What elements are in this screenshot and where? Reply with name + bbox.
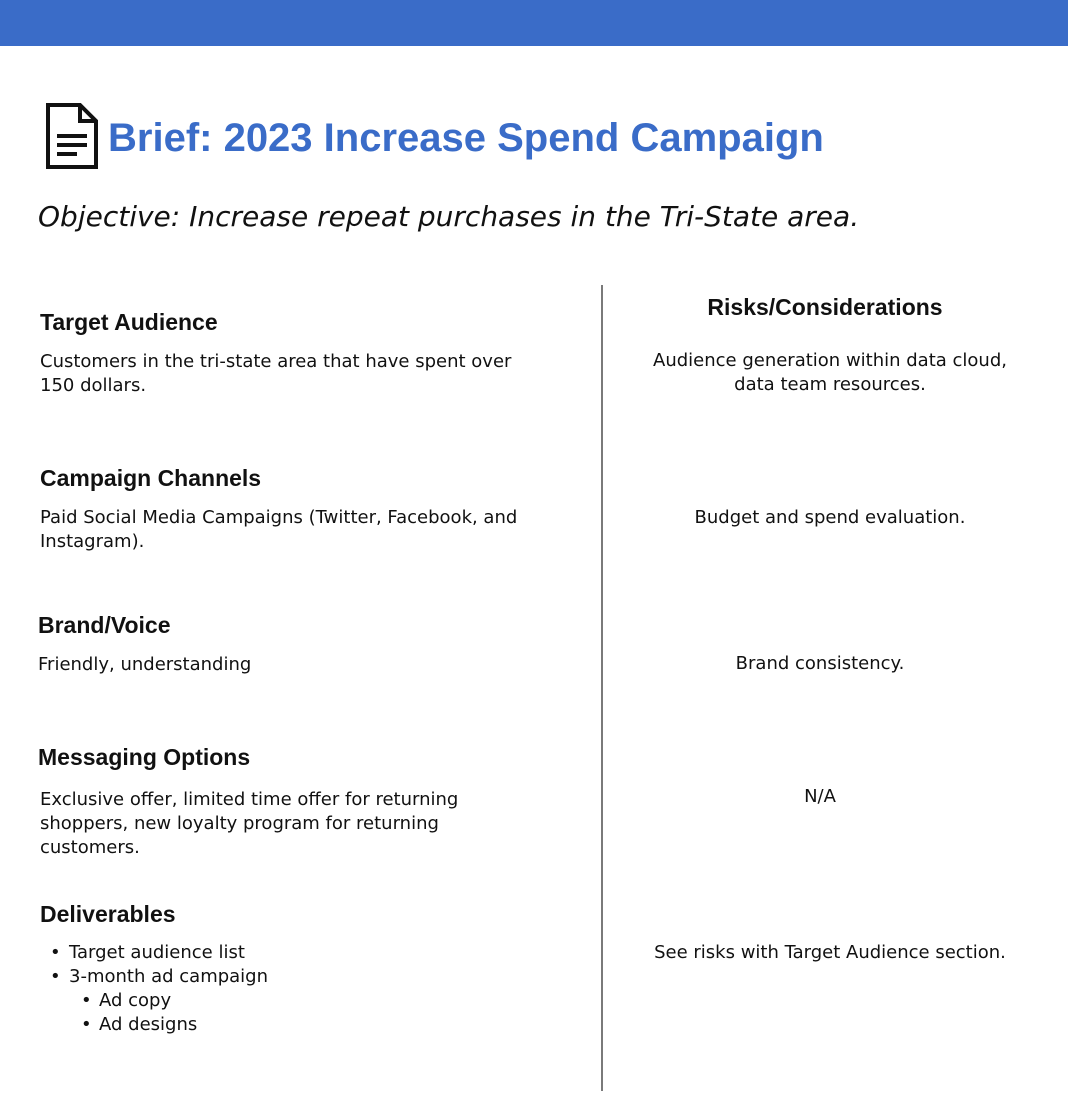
messaging-options-text: Exclusive offer, limited time offer for returning shoppers, new loyalty program for returning customers.: [40, 789, 459, 858]
deliverables-heading: Deliverables: [40, 901, 176, 927]
deliverables-list: [38, 941, 268, 1037]
messaging-options-heading: Messaging Options: [38, 744, 251, 770]
campaign-channels-text: Paid Social Media Campaigns (Twitter, Facebook, and Instagram).: [40, 507, 518, 552]
target-audience-heading: Target Audience: [40, 309, 218, 335]
risk-brand-voice: Brand consistency.: [735, 653, 905, 674]
campaign-channels-heading: Campaign Channels: [40, 465, 262, 491]
list-item-label: 3-month ad campaign: [69, 966, 269, 987]
column-divider: [601, 285, 603, 1091]
brand-voice-text: Friendly, understanding: [38, 654, 252, 675]
list-item: • Ad copy: [69, 989, 268, 1013]
document-icon: [44, 102, 100, 170]
objective-text: Objective: Increase repeat purchases in the Tri-State area.: [38, 200, 860, 233]
target-audience-text: Customers in the tri-state area that have spent over 150 dollars.: [40, 351, 512, 396]
list-item: • Target audience list: [38, 941, 268, 965]
risk-deliverables: See risks with Target Audience section.: [654, 942, 1006, 963]
brand-voice-heading: Brand/Voice: [38, 612, 171, 638]
risk-target-audience: Audience generation within data cloud, data team resources.: [653, 350, 1007, 395]
deliverables-sublist: [69, 989, 268, 1037]
risk-messaging-options: N/A: [804, 786, 836, 807]
list-item: [38, 965, 268, 1037]
page-title: Brief: 2023 Increase Spend Campaign: [108, 116, 824, 160]
risks-heading: Risks/Considerations: [707, 294, 943, 320]
top-accent-bar: [0, 0, 1068, 46]
list-item: • Ad designs: [69, 1013, 268, 1037]
risk-campaign-channels: Budget and spend evaluation.: [694, 507, 966, 528]
